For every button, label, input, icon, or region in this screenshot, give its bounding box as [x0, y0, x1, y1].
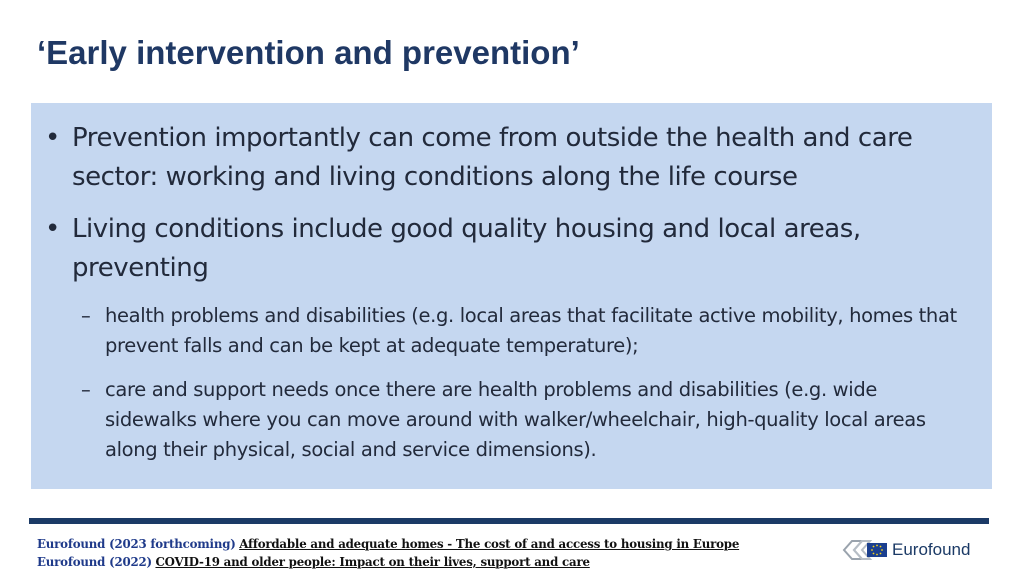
reference-line: [37, 535, 739, 553]
sub-bullet-item: [45, 375, 972, 465]
sub-bullet-marker: –: [81, 378, 91, 401]
eurofound-logo: [840, 535, 980, 565]
eurofound-logo-icon: [840, 537, 888, 563]
bullet-text: Living conditions include good quality housing and local areas, preventing: [72, 214, 861, 283]
bullet-marker: •: [45, 214, 60, 244]
footer-divider: [29, 518, 989, 524]
sub-bullet-text: care and support needs once there are health problems and disabilities (e.g. wide sidewalks where you can move around with walker/wheelchair, high-quality local areas along their physical, social and service dimensions).: [105, 378, 926, 461]
eurofound-logo-text: Eurofound: [892, 540, 971, 559]
bullet-item: [45, 119, 972, 197]
sub-bullet-marker: –: [81, 304, 91, 327]
reference-link[interactable]: COVID-19 and older people: Impact on their lives, support and care: [155, 555, 590, 569]
bullet-marker: •: [45, 123, 60, 153]
reference-line: [37, 553, 739, 571]
content-box: [31, 103, 992, 489]
bullet-text: Prevention importantly can come from outside the health and care sector: working and living conditions along the life course: [72, 123, 913, 192]
sub-bullet-item: [45, 301, 972, 361]
reference-link[interactable]: Affordable and adequate homes - The cost of and access to housing in Europe: [239, 537, 740, 551]
slide-title: ‘Early intervention and prevention’: [37, 34, 580, 71]
bullet-item: [45, 210, 972, 288]
reference-source: Eurofound (2023 forthcoming): [37, 537, 236, 551]
reference-source: Eurofound (2022): [37, 555, 152, 569]
sub-bullet-text: health problems and disabilities (e.g. local areas that facilitate active mobility, homes that prevent falls and can be kept at adequate temperature);: [105, 304, 957, 357]
references: [37, 535, 739, 571]
